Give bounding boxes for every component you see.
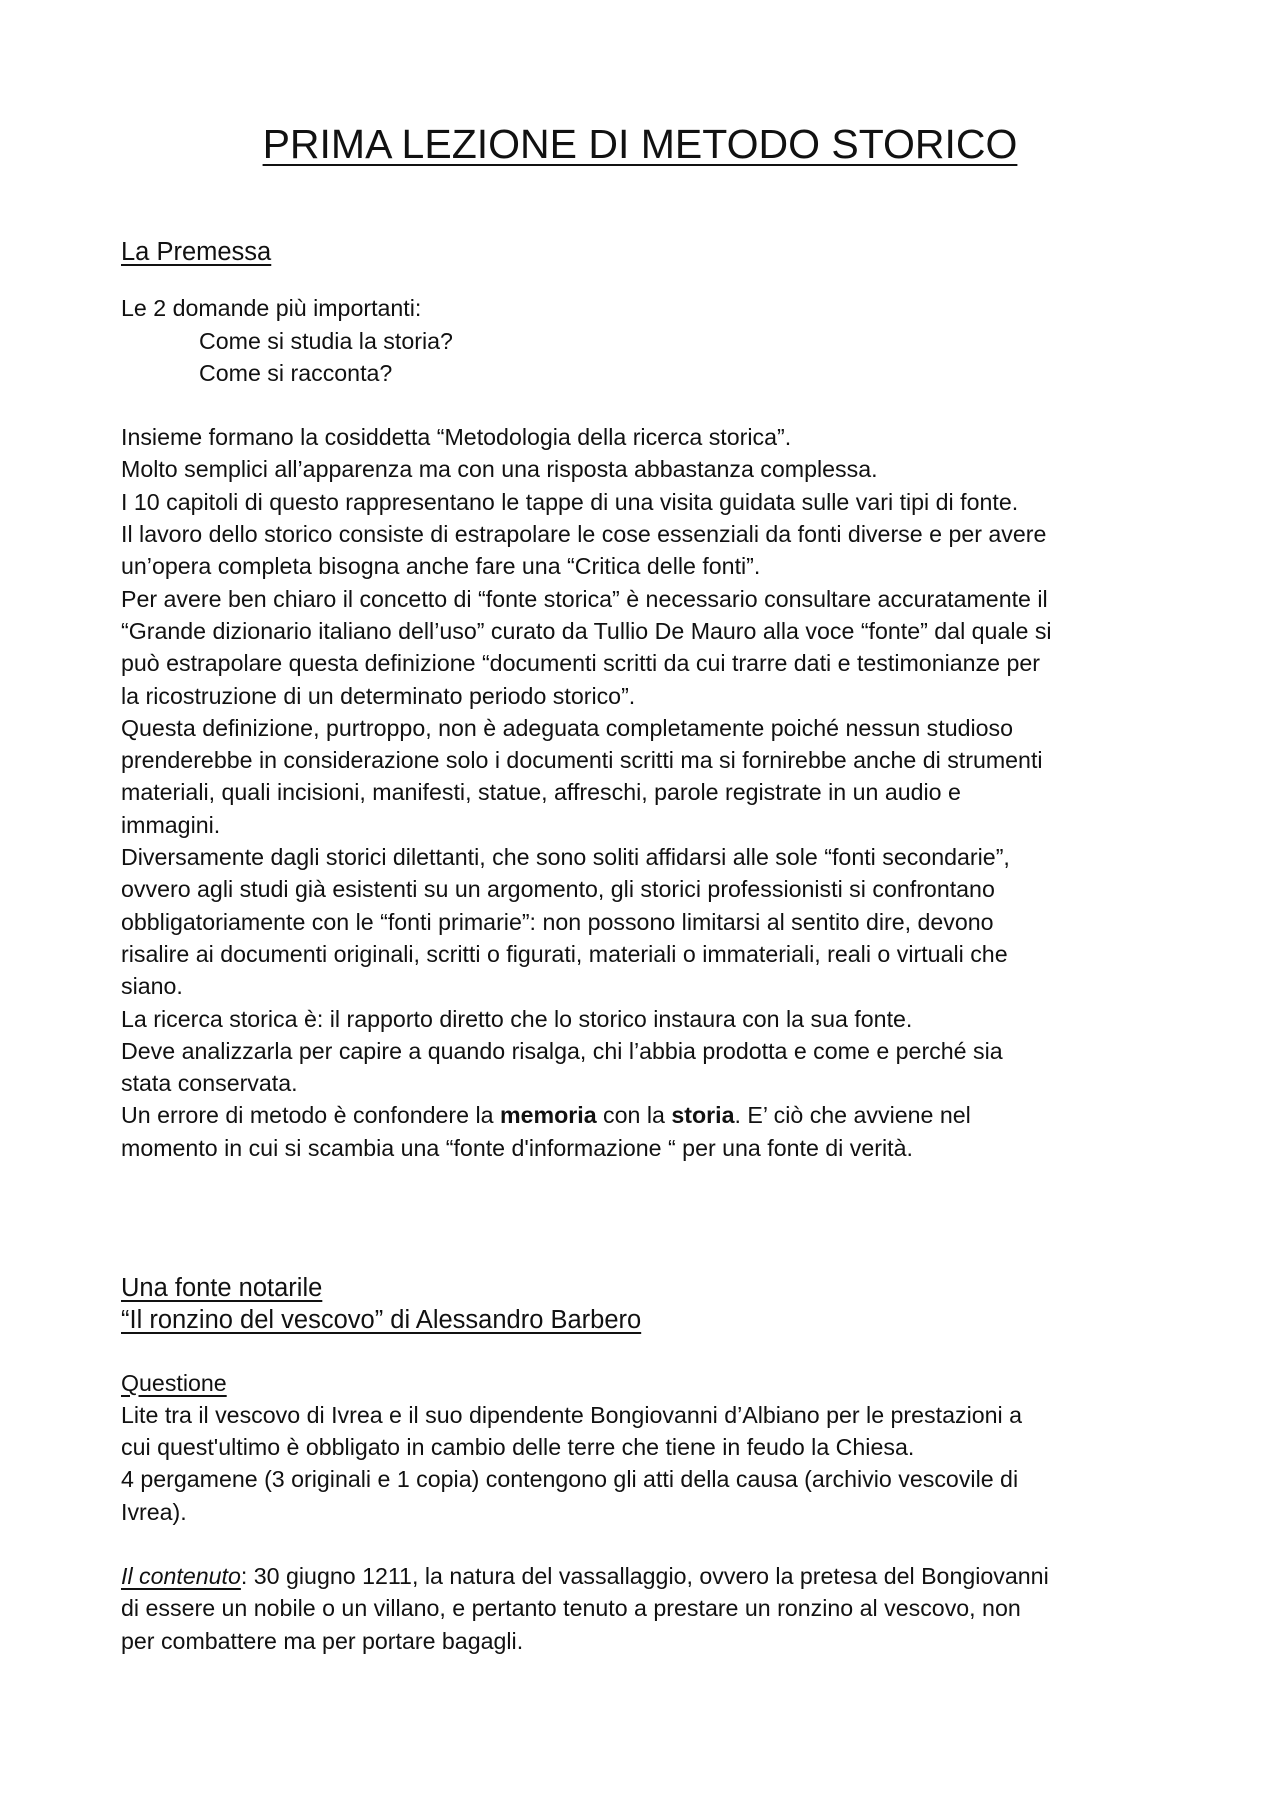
last-line: momento in cui si scambia una “fonte d'informazione “ per una fonte di verità. <box>121 1134 913 1161</box>
text-line: Insieme formano la cosiddetta “Metodologia della ricerca storica”. <box>121 424 792 451</box>
section-heading-fonte-notarile: Una fonte notarile <box>121 1274 323 1302</box>
memoria-bold: memoria <box>499 1102 597 1129</box>
section-premessa <box>121 236 1181 1164</box>
section-heading-premessa: La Premessa <box>121 238 272 266</box>
intro-line: Le 2 domande più importanti: <box>121 295 422 322</box>
questione-label: Questione <box>121 1369 227 1396</box>
section-fonte-notarile <box>121 1272 1181 1657</box>
premessa-paragraph <box>121 421 1181 1099</box>
memory-line: Un errore di metodo è confondere la memoria con la storia. E’ ciò che avviene nel <box>121 1102 971 1129</box>
text-line: obbligatoriamente con le “fonti primarie”: non possono limitarsi al sentito dire, devono <box>121 908 994 935</box>
questione-paragraph <box>121 1399 1181 1528</box>
text-line: può estrapolare questa definizione “documenti scritti da cui trarre dati e testimonianze per <box>121 650 1040 677</box>
text-line: Deve analizzarla per capire a quando risalga, chi l’abbia prodotta e come e perché sia <box>121 1037 1003 1064</box>
text-line: di essere un nobile o un villano, e pertanto tenuto a prestare un ronzino al vescovo, non <box>121 1595 1021 1622</box>
text-line: Lite tra il vescovo di Ivrea e il suo dipendente Bongiovanni d’Albiano per le prestazioni a <box>121 1401 1023 1428</box>
text-line: Questa definizione, purtroppo, non è adeguata completamente poiché nessun studioso <box>121 714 1014 741</box>
question-2: Come si racconta? <box>199 359 393 386</box>
text-line: risalire ai documenti originali, scritti o figurati, materiali o immateriali, reali o virtuali che <box>121 940 1008 967</box>
text-line: La ricerca storica è: il rapporto diretto che lo storico instaura con la sua fonte. <box>121 1005 913 1032</box>
storia-bold: storia <box>671 1102 735 1129</box>
text-line: prenderebbe in considerazione solo i documenti scritti ma si fornirebbe anche di strumenti <box>121 747 1043 774</box>
text-line: per combattere ma per portare bagagli. <box>121 1627 524 1654</box>
page-title: PRIMA LEZIONE DI METODO STORICO <box>262 121 1018 167</box>
text-line: Il lavoro dello storico consiste di estrapolare le cose essenziali da fonti diverse e per avere <box>121 521 1047 548</box>
text-line: Ivrea). <box>121 1498 187 1525</box>
text-line: siano. <box>121 973 183 1000</box>
text-line: Molto semplici all’apparenza ma con una risposta abbastanza complessa. <box>121 456 878 483</box>
text-line: ovvero agli studi già esistenti su un argomento, gli storici professionisti si confrontano <box>121 876 995 903</box>
contenuto-paragraph <box>121 1592 1181 1657</box>
text-line: la ricostruzione di un determinato periodo storico”. <box>121 682 636 709</box>
contenuto-label: Il contenuto <box>121 1563 241 1590</box>
text-line: immagini. <box>121 811 221 838</box>
contenuto-first-line: Il contenuto: 30 giugno 1211, la natura del vassallaggio, ovvero la pretesa del Bongiovanni <box>121 1563 1049 1590</box>
text-line: Diversamente dagli storici dilettanti, che sono soliti affidarsi alle sole “fonti secondarie”, <box>121 844 1010 871</box>
text-line: materiali, quali incisioni, manifesti, statue, affreschi, parole registrate in un audio e <box>121 779 961 806</box>
text-line: Per avere ben chiaro il concetto di “fonte storica” è necessario consultare accuratamente il <box>121 585 1048 612</box>
question-1: Come si studia la storia? <box>199 327 453 354</box>
text-line: “Grande dizionario italiano dell’uso” curato da Tullio De Mauro alla voce “fonte” dal quale si <box>121 617 1052 644</box>
text-line: cui quest'ultimo è obbligato in cambio delle terre che tiene in feudo la Chiesa. <box>121 1434 915 1461</box>
text-line: 4 pergamene (3 originali e 1 copia) contengono gli atti della causa (archivio vescovile di <box>121 1466 1019 1493</box>
section-subheading-ronzino: “Il ronzino del vescovo” di Alessandro Barbero <box>121 1306 642 1335</box>
text-line: I 10 capitoli di questo rappresentano le tappe di una visita guidata sulle vari tipi di fonte. <box>121 488 1019 515</box>
text-line: stata conservata. <box>121 1070 298 1097</box>
text-line: un’opera completa bisogna anche fare una “Critica delle fonti”. <box>121 553 761 580</box>
